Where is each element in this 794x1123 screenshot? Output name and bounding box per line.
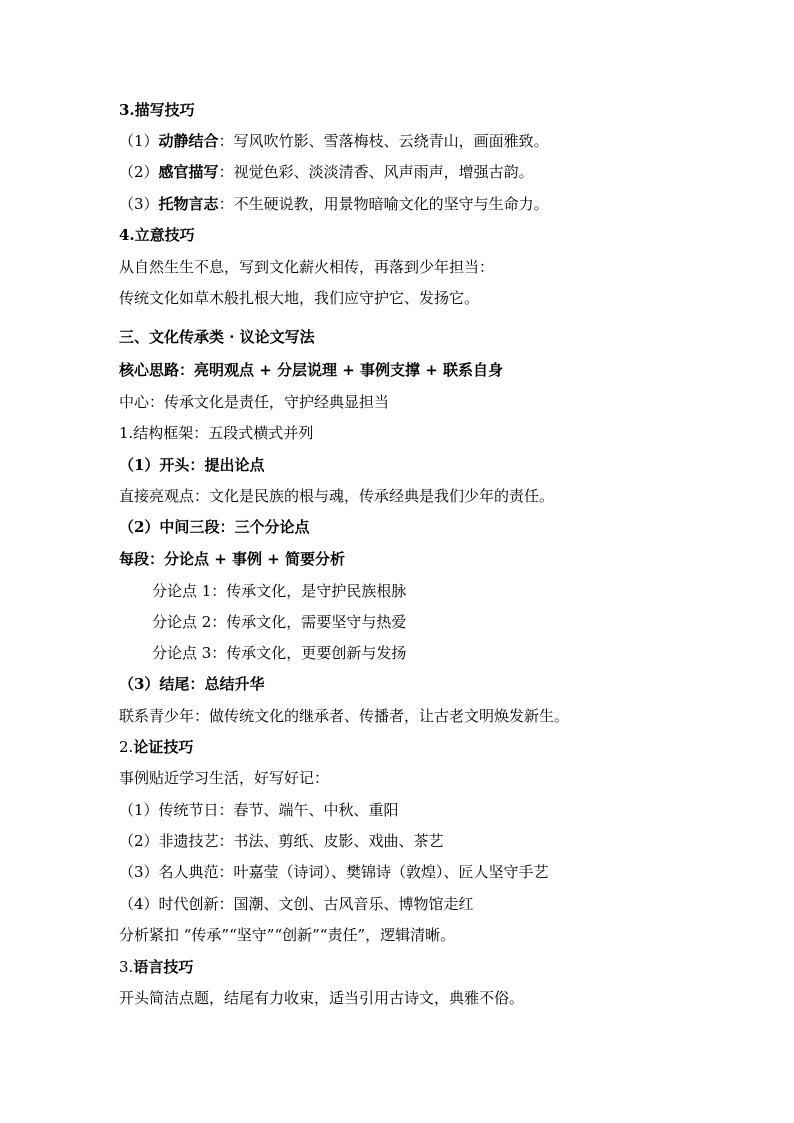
list-item: （2）非遗技艺：书法、剪纸、皮影、戏曲、茶艺 <box>119 832 444 850</box>
heading-number: 2. <box>119 738 134 756</box>
paragraph: 直接亮观点：文化是民族的根与魂，传承经典是我们少年的责任。 <box>119 487 555 505</box>
list-item: （1）传统节日：春节、端午、中秋、重阳 <box>119 801 399 819</box>
item-term: 托物言志 <box>158 195 219 213</box>
item-number: （1） <box>119 132 159 150</box>
item-text: ：写风吹竹影、雪落梅枝、云绕青山，画面雅致。 <box>218 132 549 150</box>
list-item <box>119 189 549 220</box>
sub-point: 分论点 2：传承文化，需要坚守与热爱 <box>152 613 407 631</box>
heading-text: 语言技巧 <box>133 958 194 976</box>
section-title: 三、文化传承类 · 议论文写法 <box>119 328 315 346</box>
item-number: （3） <box>119 195 159 213</box>
heading-theme-skills: 4.立意技巧 <box>119 226 195 244</box>
heading-structure: 1.结构框架：五段式横式并列 <box>119 424 314 442</box>
paragraph: 传统文化如草木般扎根大地，我们应守护它、发扬它。 <box>119 289 480 307</box>
item-text: ：视觉色彩、淡淡清香、风声雨声，增强古韵。 <box>218 163 534 181</box>
item-text: ：不生硬说教，用景物暗喻文化的坚守与生命力。 <box>218 195 549 213</box>
center-idea: 中心：传承文化是责任，守护经典显担当 <box>119 393 390 411</box>
paragraph: 开头简洁点题，结尾有力收束，适当引用古诗文，典雅不俗。 <box>119 989 525 1007</box>
paragraph: 从自然生生不息，写到文化薪火相传，再落到少年担当： <box>119 258 495 276</box>
paragraph: 联系青少年：做传统文化的继承者、传播者，让古老文明焕发新生。 <box>119 707 570 725</box>
heading-text: 论证技巧 <box>133 738 194 756</box>
heading-number: 3. <box>119 958 134 976</box>
sub-point: 分论点 3：传承文化，更要创新与发扬 <box>152 644 407 662</box>
structure-each-paragraph: 每段：分论点 + 事例 + 简要分析 <box>119 550 346 568</box>
structure-ending: （3）结尾：总结升华 <box>119 675 265 693</box>
paragraph: 事例贴近学习生活，好写好记： <box>119 769 330 787</box>
sub-point: 分论点 1：传承文化，是守护民族根脉 <box>152 582 407 600</box>
item-term: 动静结合 <box>158 132 219 150</box>
item-number: （2） <box>119 163 159 181</box>
structure-opening: （1）开头：提出论点 <box>119 456 265 474</box>
structure-middle: （2）中间三段：三个分论点 <box>119 518 310 536</box>
list-item: （3）名人典范：叶嘉莹（诗词）、樊锦诗（敦煌）、匠人坚守手艺 <box>119 863 549 881</box>
list-item: （4）时代创新：国潮、文创、古风音乐、博物馆走红 <box>119 895 474 913</box>
heading-argument-skills <box>119 732 193 763</box>
item-term: 感官描写 <box>158 163 219 181</box>
list-item <box>119 157 534 188</box>
paragraph: 分析紧扣 “传承”“坚守”“创新”“责任”，逻辑清晰。 <box>119 926 456 944</box>
list-item <box>119 126 549 157</box>
heading-language-skills <box>119 952 193 983</box>
core-idea: 核心思路：亮明观点 + 分层说理 + 事例支撑 + 联系自身 <box>119 361 504 379</box>
heading-writing-skills: 3.描写技巧 <box>119 101 195 119</box>
